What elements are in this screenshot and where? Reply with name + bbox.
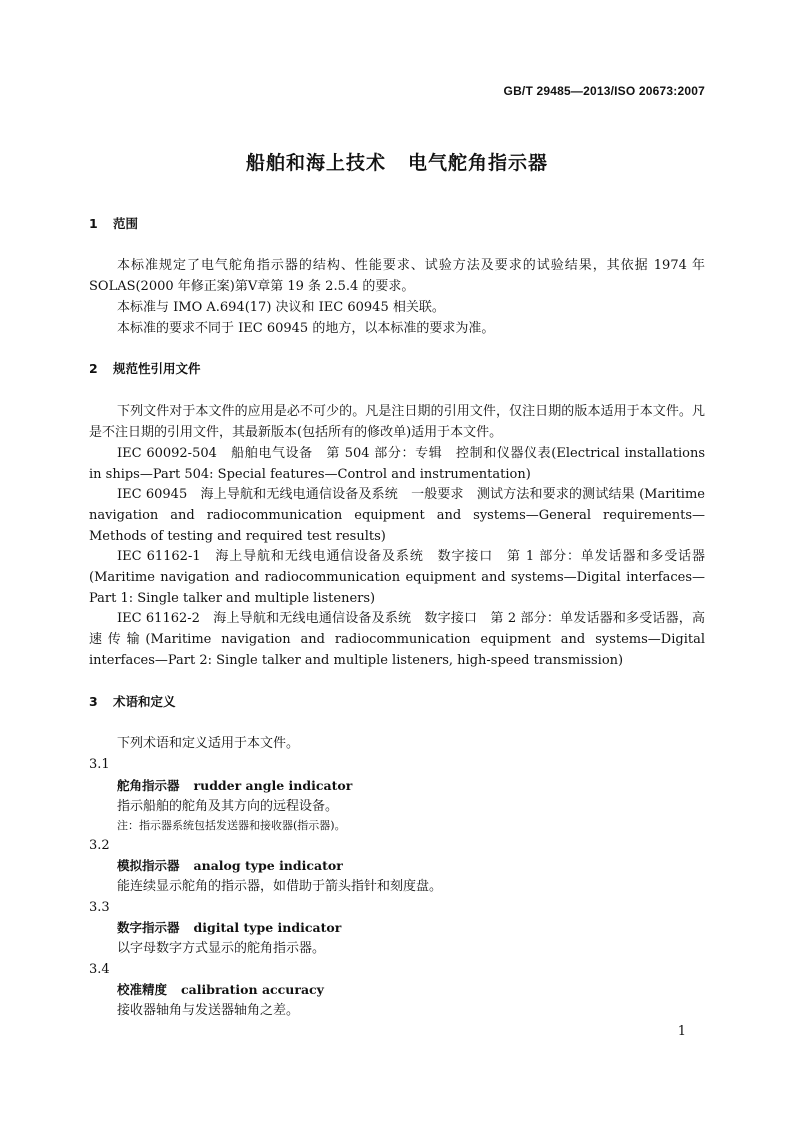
title-part-1: 船舶和海上技术 xyxy=(245,152,386,174)
term-definition: 接收器轴角与发送器轴角之差。 xyxy=(117,1003,300,1018)
section-number: 2 xyxy=(89,361,98,376)
page-number: 1 xyxy=(677,1024,686,1039)
term-heading xyxy=(117,980,324,1001)
scope-paragraph-2: 本标准与 IMO A.694(17) 决议和 IEC 60945 相关联。 xyxy=(117,300,445,315)
term-heading xyxy=(117,918,341,939)
scope-paragraph-1: 本标准规定了电气舵角指示器的结构、性能要求、试验方法及要求的试验结果，其依据 1974 年 SOLAS(2000 年修正案)第Ⅴ章第 19 条 2.5.4 的要求。 xyxy=(89,258,705,294)
section-2-heading xyxy=(89,359,201,379)
term-en: analog type indicator xyxy=(193,858,343,873)
definitions-intro: 下列术语和定义适用于本文件。 xyxy=(117,736,300,751)
document-title xyxy=(0,148,794,175)
section-number: 1 xyxy=(89,216,98,231)
term-heading xyxy=(117,776,352,797)
term-number: 3.1 xyxy=(89,757,110,772)
section-title: 术语和定义 xyxy=(113,694,176,709)
term-note: 注：指示器系统包括发送器和接收器(指示器)。 xyxy=(117,819,346,832)
term-zh: 校准精度 xyxy=(117,982,168,997)
term-definition: 以字母数字方式显示的舵角指示器。 xyxy=(117,941,326,956)
term-zh: 舵角指示器 xyxy=(117,778,180,793)
section-1-heading xyxy=(89,214,138,234)
term-number: 3.3 xyxy=(89,900,110,915)
normative-intro: 下列文件对于本文件的应用是必不可少的。凡是注日期的引用文件，仅注日期的版本适用于本文件。凡是不注日期的引用文件，其最新版本(包括所有的修改单)适用于本文件。 xyxy=(89,404,705,440)
section-title: 规范性引用文件 xyxy=(113,361,201,376)
scope-paragraph-3: 本标准的要求不同于 IEC 60945 的地方，以本标准的要求为准。 xyxy=(117,321,495,336)
section-title: 范围 xyxy=(113,216,139,231)
standard-code: GB/T 29485—2013/ISO 20673:2007 xyxy=(503,84,705,98)
section-3-heading xyxy=(89,692,176,712)
term-zh: 模拟指示器 xyxy=(117,858,180,873)
term-zh: 数字指示器 xyxy=(117,920,180,935)
term-en: rudder angle indicator xyxy=(193,778,353,793)
term-number: 3.4 xyxy=(89,962,110,977)
term-en: calibration accuracy xyxy=(181,982,324,997)
reference-iec-61162-2: IEC 61162-2 海上导航和无线电通信设备及系统 数字接口 第 2 部分：单发话器和多受话器，高速传输(Maritime navigation and radiocommunication equipment and systems—Digital interfaces—Part 2: Single talker and multiple listeners, high-speed transmission) xyxy=(89,611,705,668)
title-part-2: 电气舵角指示器 xyxy=(408,152,549,174)
term-heading xyxy=(117,856,343,877)
reference-iec-61162-1: IEC 61162-1 海上导航和无线电通信设备及系统 数字接口 第 1 部分：单发话器和多受话器 (Maritime navigation and radiocommunication equipment and systems—Digital interfaces—Part 1: Single talker and multiple listeners) xyxy=(89,549,705,606)
reference-iec-60945: IEC 60945 海上导航和无线电通信设备及系统 一般要求 测试方法和要求的测试结果 (Maritime navigation and radiocommunication equipment and systems—General requirements—Methods of testing and required test results) xyxy=(89,487,705,544)
term-en: digital type indicator xyxy=(193,920,342,935)
section-number: 3 xyxy=(89,694,98,709)
reference-iec-60092-504: IEC 60092-504 船舶电气设备 第 504 部分：专辑 控制和仪器仪表(Electrical installations in ships—Part 504: Special features—Control and instrumentation) xyxy=(89,446,705,482)
term-definition: 指示船舶的舵角及其方向的远程设备。 xyxy=(117,799,339,814)
term-definition: 能连续显示舵角的指示器，如借助于箭头指针和刻度盘。 xyxy=(117,879,443,894)
term-number: 3.2 xyxy=(89,838,110,853)
